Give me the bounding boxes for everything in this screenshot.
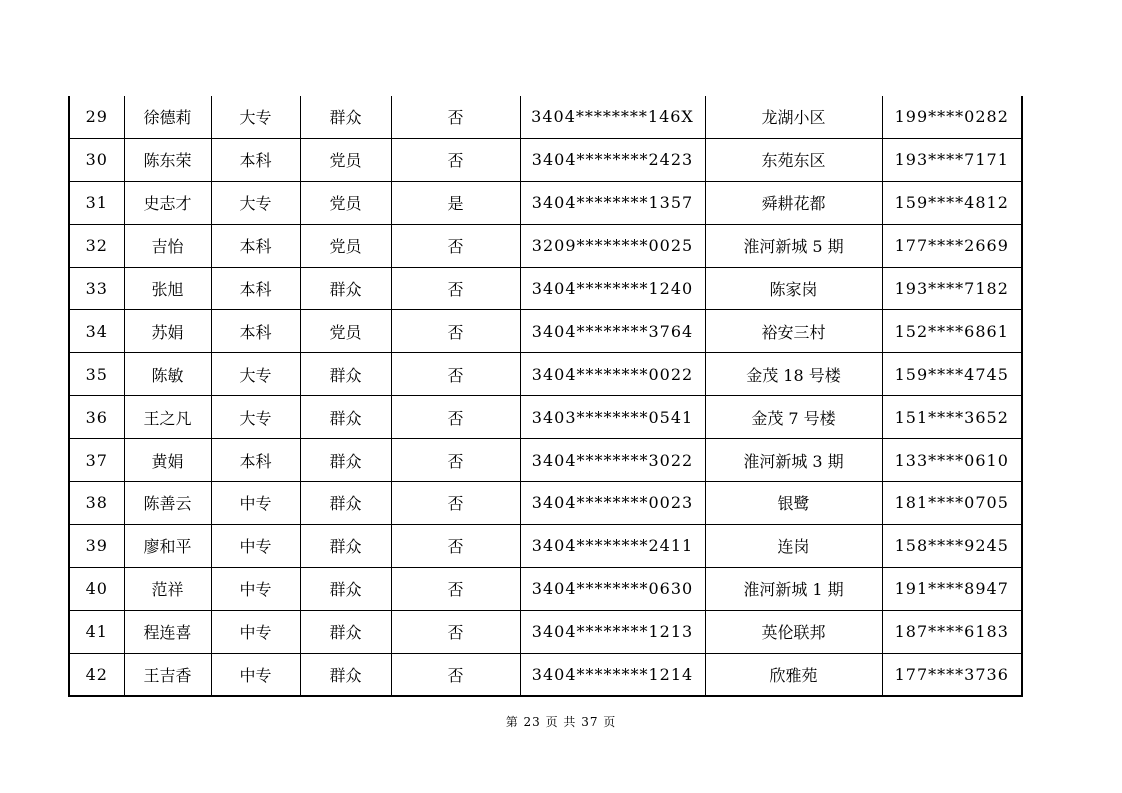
phone-cell: 193****7171 [882,138,1022,181]
political-status-cell: 群众 [300,396,391,439]
community-cell: 淮河新城 3 期 [705,439,882,482]
flag-cell: 否 [391,567,520,610]
education-cell: 本科 [211,310,300,353]
community-cell: 金茂 7 号楼 [705,396,882,439]
row-index-cell: 36 [69,396,124,439]
table-row [69,653,1022,696]
name-cell: 廖和平 [124,524,211,567]
education-cell: 大专 [211,181,300,224]
name-cell: 陈敏 [124,353,211,396]
flag-cell: 是 [391,181,520,224]
table-row [69,310,1022,353]
political-status-cell: 党员 [300,181,391,224]
phone-cell: 191****8947 [882,567,1022,610]
table-row [69,353,1022,396]
flag-cell: 否 [391,138,520,181]
political-status-cell: 群众 [300,567,391,610]
community-cell: 陈家岗 [705,267,882,310]
flag-cell: 否 [391,310,520,353]
table-body [69,96,1022,696]
row-index-cell: 31 [69,181,124,224]
education-cell: 中专 [211,482,300,525]
community-cell: 东苑东区 [705,138,882,181]
flag-cell: 否 [391,267,520,310]
table-row [69,439,1022,482]
phone-cell: 152****6861 [882,310,1022,353]
table-row [69,396,1022,439]
table-row [69,610,1022,653]
flag-cell: 否 [391,96,520,138]
political-status-cell: 群众 [300,524,391,567]
flag-cell: 否 [391,653,520,696]
education-cell: 中专 [211,524,300,567]
community-cell: 欣雅苑 [705,653,882,696]
education-cell: 本科 [211,439,300,482]
phone-cell: 177****3736 [882,653,1022,696]
phone-cell: 159****4745 [882,353,1022,396]
name-cell: 范祥 [124,567,211,610]
community-cell: 银鹭 [705,482,882,525]
education-cell: 中专 [211,653,300,696]
name-cell: 张旭 [124,267,211,310]
phone-cell: 199****0282 [882,96,1022,138]
education-cell: 中专 [211,567,300,610]
name-cell: 黄娟 [124,439,211,482]
flag-cell: 否 [391,524,520,567]
row-index-cell: 35 [69,353,124,396]
phone-cell: 193****7182 [882,267,1022,310]
name-cell: 徐德莉 [124,96,211,138]
id-card-cell: 3404********0023 [520,482,705,525]
id-card-cell: 3404********1357 [520,181,705,224]
row-index-cell: 33 [69,267,124,310]
political-status-cell: 党员 [300,310,391,353]
id-card-cell: 3404********2423 [520,138,705,181]
table-row [69,482,1022,525]
phone-cell: 177****2669 [882,224,1022,267]
community-cell: 淮河新城 5 期 [705,224,882,267]
education-cell: 大专 [211,396,300,439]
table-row [69,524,1022,567]
political-status-cell: 群众 [300,610,391,653]
table-row [69,567,1022,610]
row-index-cell: 38 [69,482,124,525]
name-cell: 苏娟 [124,310,211,353]
phone-cell: 187****6183 [882,610,1022,653]
id-card-cell: 3404********3022 [520,439,705,482]
education-cell: 本科 [211,267,300,310]
phone-cell: 158****9245 [882,524,1022,567]
education-cell: 本科 [211,224,300,267]
id-card-cell: 3403********0541 [520,396,705,439]
education-cell: 大专 [211,96,300,138]
phone-cell: 133****0610 [882,439,1022,482]
education-cell: 本科 [211,138,300,181]
id-card-cell: 3404********0630 [520,567,705,610]
political-status-cell: 群众 [300,96,391,138]
id-card-cell: 3404********0022 [520,353,705,396]
flag-cell: 否 [391,396,520,439]
political-status-cell: 群众 [300,439,391,482]
education-cell: 大专 [211,353,300,396]
table-row [69,224,1022,267]
phone-cell: 151****3652 [882,396,1022,439]
table-row [69,181,1022,224]
name-cell: 史志才 [124,181,211,224]
id-card-cell: 3404********3764 [520,310,705,353]
id-card-cell: 3404********146X [520,96,705,138]
table-row [69,138,1022,181]
community-cell: 舜耕花都 [705,181,882,224]
community-cell: 金茂 18 号楼 [705,353,882,396]
page-number-footer: 第 23 页 共 37 页 [505,715,617,729]
political-status-cell: 群众 [300,653,391,696]
flag-cell: 否 [391,610,520,653]
id-card-cell: 3404********2411 [520,524,705,567]
political-status-cell: 群众 [300,353,391,396]
row-index-cell: 32 [69,224,124,267]
row-index-cell: 42 [69,653,124,696]
id-card-cell: 3404********1213 [520,610,705,653]
row-index-cell: 37 [69,439,124,482]
political-status-cell: 群众 [300,267,391,310]
row-index-cell: 29 [69,96,124,138]
row-index-cell: 39 [69,524,124,567]
name-cell: 程连喜 [124,610,211,653]
community-cell: 连岗 [705,524,882,567]
political-status-cell: 党员 [300,138,391,181]
row-index-cell: 34 [69,310,124,353]
community-cell: 裕安三村 [705,310,882,353]
political-status-cell: 党员 [300,224,391,267]
phone-cell: 181****0705 [882,482,1022,525]
name-cell: 陈东荣 [124,138,211,181]
row-index-cell: 41 [69,610,124,653]
row-index-cell: 40 [69,567,124,610]
flag-cell: 否 [391,439,520,482]
name-cell: 王之凡 [124,396,211,439]
name-cell: 吉怡 [124,224,211,267]
name-cell: 陈善云 [124,482,211,525]
name-cell: 王吉香 [124,653,211,696]
table-row [69,96,1022,138]
flag-cell: 否 [391,353,520,396]
table-row [69,267,1022,310]
community-cell: 英伦联邦 [705,610,882,653]
phone-cell: 159****4812 [882,181,1022,224]
community-cell: 淮河新城 1 期 [705,567,882,610]
row-index-cell: 30 [69,138,124,181]
education-cell: 中专 [211,610,300,653]
id-card-cell: 3404********1240 [520,267,705,310]
id-card-cell: 3404********1214 [520,653,705,696]
flag-cell: 否 [391,224,520,267]
community-cell: 龙湖小区 [705,96,882,138]
political-status-cell: 群众 [300,482,391,525]
flag-cell: 否 [391,482,520,525]
id-card-cell: 3209********0025 [520,224,705,267]
data-table [68,96,1023,697]
